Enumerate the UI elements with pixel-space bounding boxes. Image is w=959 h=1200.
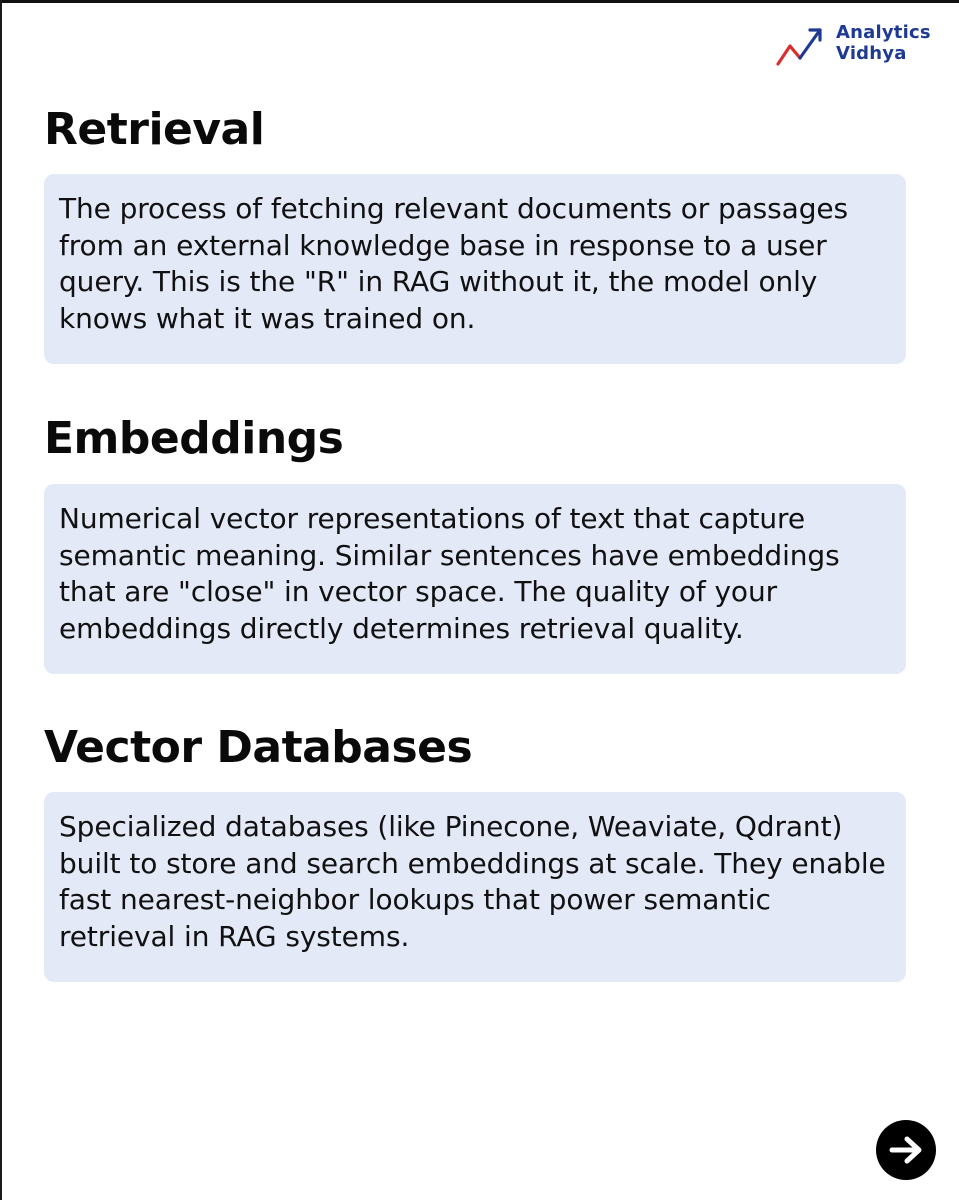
trend-arrow-logo-icon [776, 24, 832, 68]
definition-text-embeddings: Numerical vector representations of text that capture semantic meaning. Similar sentences have embeddings that are "close" in vector space. The quality of your embeddings directly determines retrieval quality. [59, 502, 840, 645]
analytics-vidhya-logo [776, 22, 951, 70]
definition-card-retrieval [44, 174, 906, 364]
next-slide-button[interactable] [876, 1120, 936, 1180]
section-title-retrieval: Retrieval [44, 104, 265, 155]
section-title-embeddings: Embeddings [44, 413, 344, 464]
section-title-vector-databases: Vector Databases [44, 722, 473, 773]
top-border [0, 0, 959, 3]
brand-name [836, 22, 931, 64]
definition-card-embeddings [44, 484, 906, 674]
brand-line-2: Vidhya [836, 43, 907, 64]
definition-card-vector-databases [44, 792, 906, 982]
arrow-right-icon [876, 1120, 936, 1180]
brand-line-1: Analytics [836, 22, 931, 43]
left-border [0, 0, 2, 1200]
definition-text-retrieval: The process of fetching relevant documents or passages from an external knowledge base in response to a user query. This is the "R" in RAG without it, the model only knows what it was trained on. [59, 192, 849, 335]
definition-text-vector-databases: Specialized databases (like Pinecone, Weaviate, Qdrant) built to store and search embeddings at scale. They enable fast nearest-neighbor lookups that power semantic retrieval in RAG systems. [59, 810, 886, 953]
